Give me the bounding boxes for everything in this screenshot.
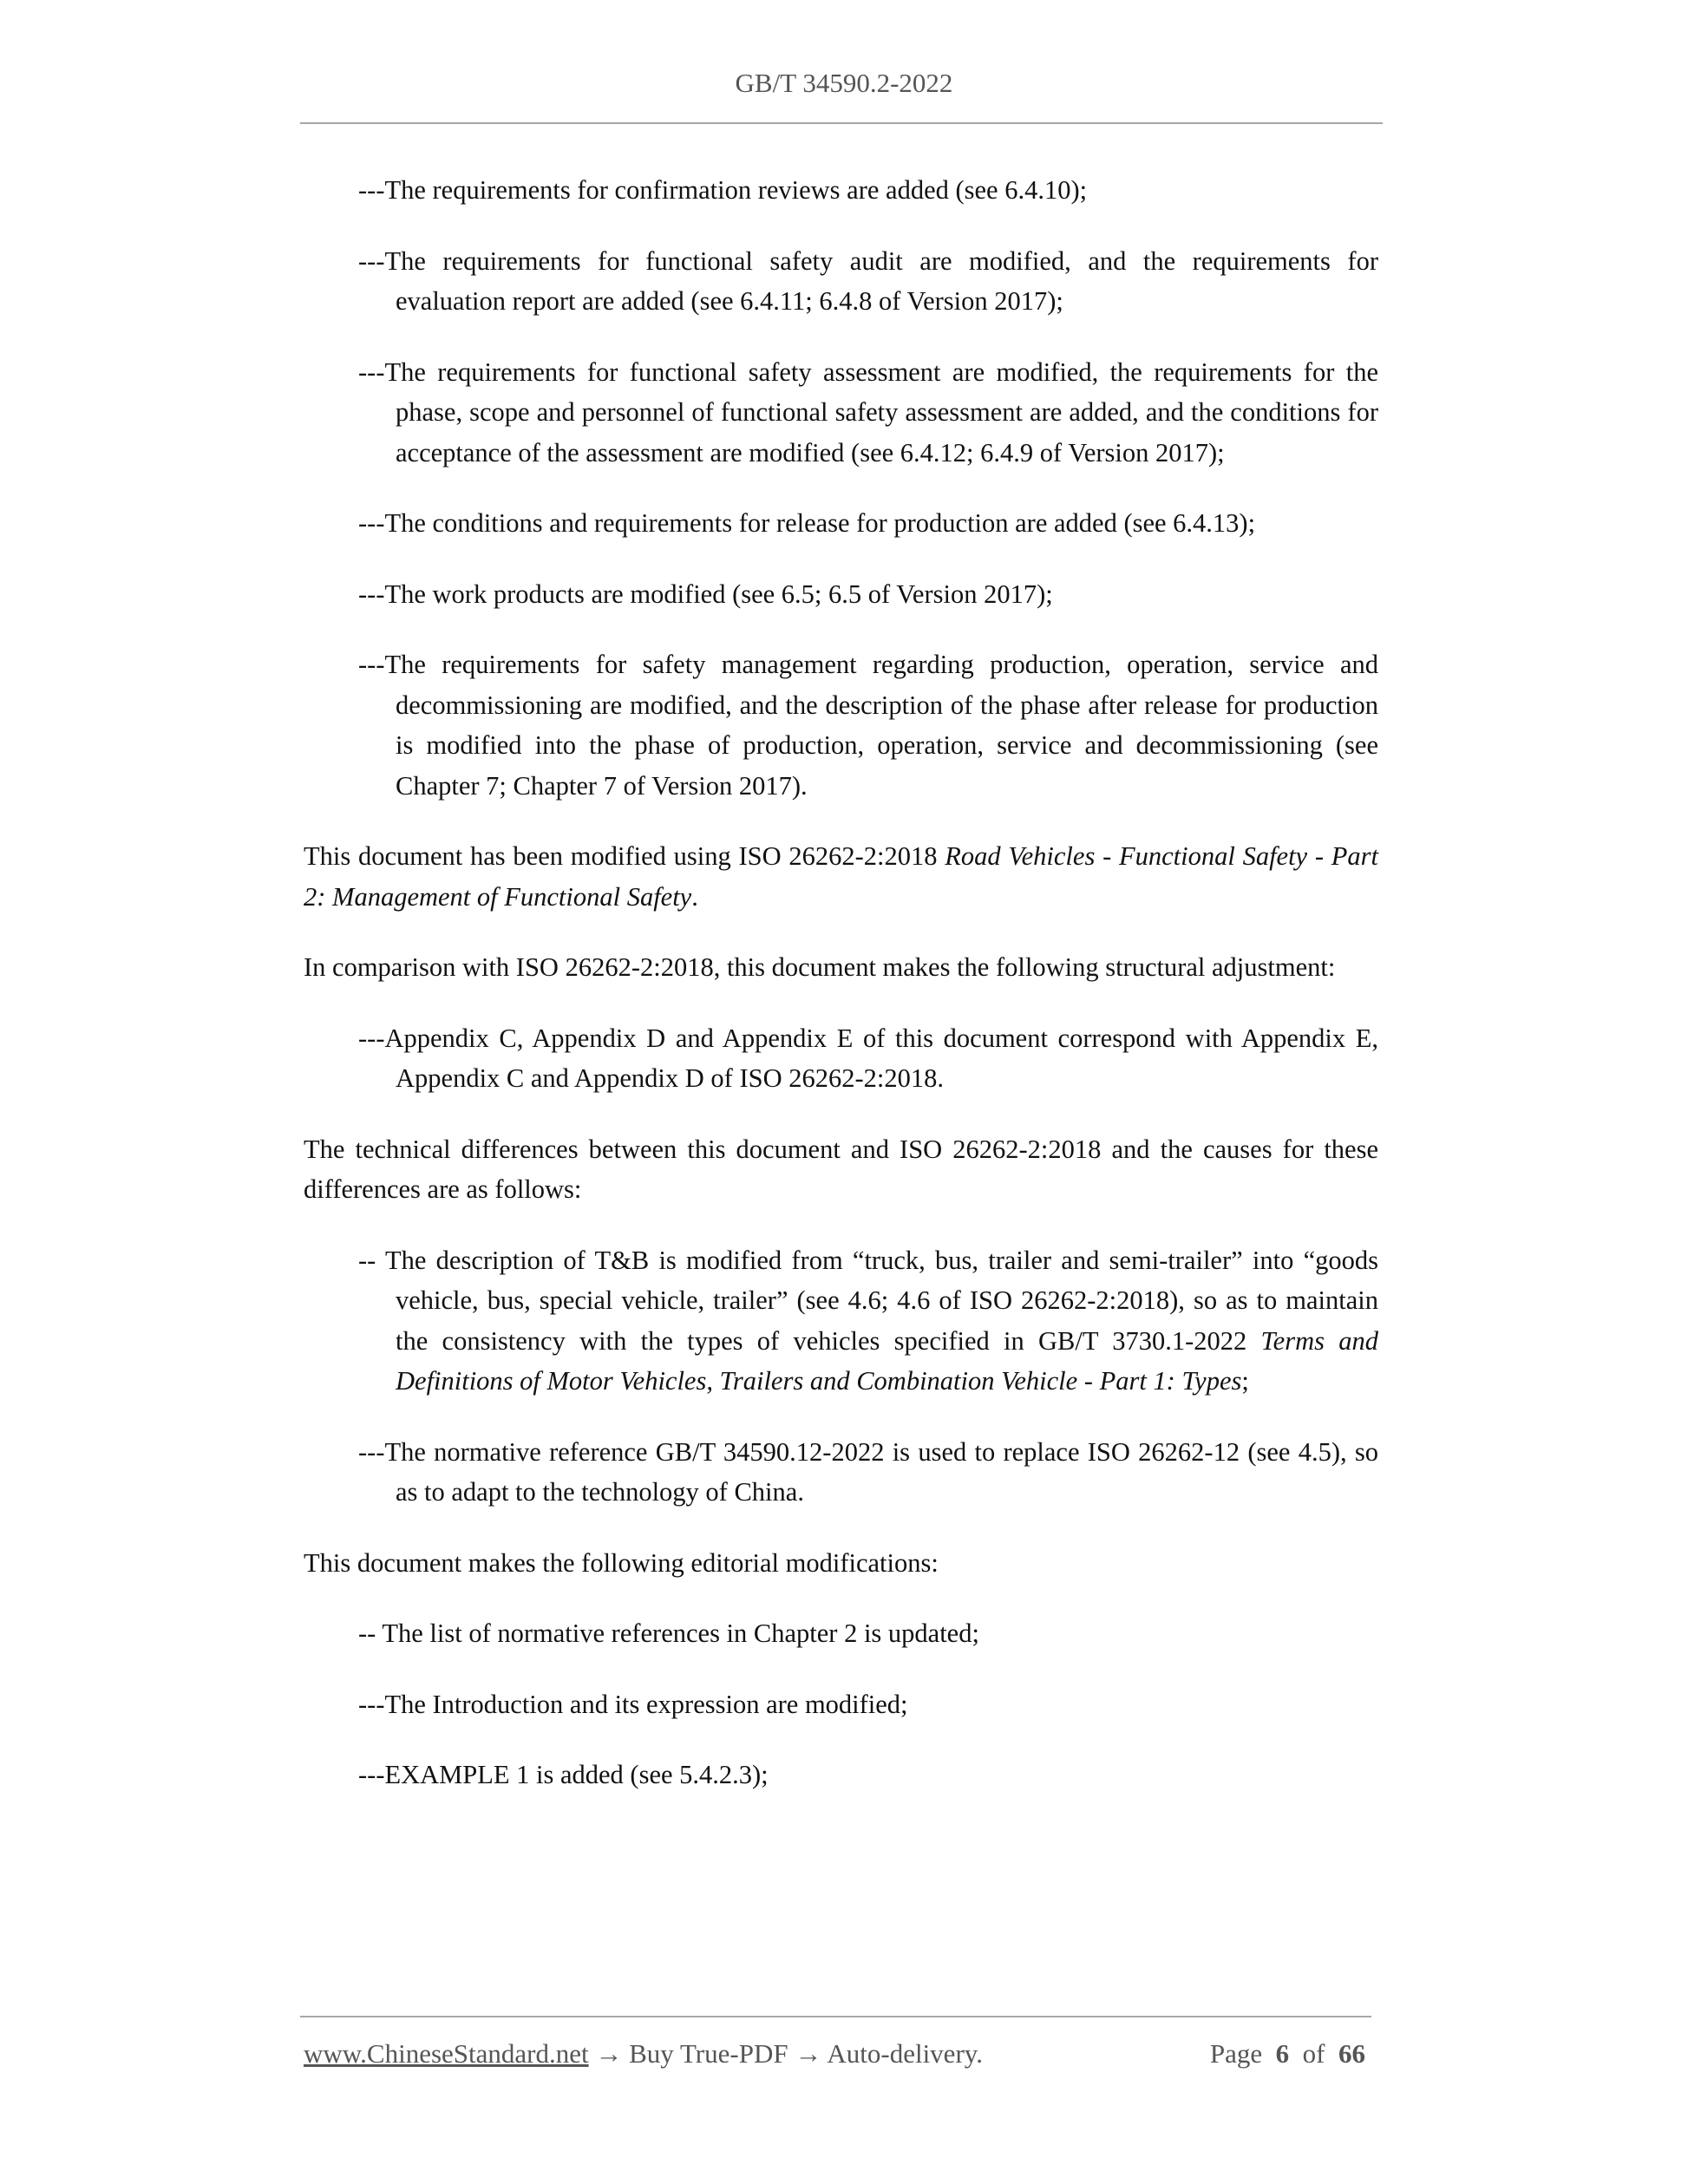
list-item: ---The Introduction and its expression are modified; bbox=[358, 1689, 908, 1719]
footer-promo bbox=[304, 2038, 983, 2070]
paragraph-technical: The technical differences between this document and ISO 26262-2:2018 and the causes for these differences are as follows: bbox=[304, 1134, 1378, 1204]
list-item: ---The requirements for functional safety audit are modified, and the requirements for evaluation report are added (see 6.4.11; 6.4.8 of Version 2017); bbox=[358, 245, 1378, 316]
list-item: ---The work products are modified (see 6.5; 6.5 of Version 2017); bbox=[358, 579, 1053, 609]
standard-title: Road Vehicles - Functional Safety - Part 2: Management of Functional Safety bbox=[304, 841, 1378, 912]
header-divider bbox=[300, 122, 1383, 124]
list-item: ---The normative reference GB/T 34590.12-2022 is used to replace ISO 26262-12 (see 4.5), so as to adapt to the technology of China. bbox=[358, 1436, 1378, 1507]
page-footer bbox=[304, 2038, 1365, 2070]
total-pages: 66 bbox=[1338, 2038, 1365, 2069]
page-label: Page bbox=[1209, 2038, 1263, 2069]
page-number bbox=[1210, 2038, 1365, 2070]
document-body bbox=[304, 170, 1378, 1795]
list-item: ---Appendix C, Appendix D and Appendix E of this document correspond with Appendix E, Appendix C and Appendix D of ISO 26262-2:2018. bbox=[358, 1023, 1378, 1093]
footer-divider bbox=[300, 2016, 1371, 2017]
paragraph-structural: In comparison with ISO 26262-2:2018, this document makes the following structural adjustment: bbox=[304, 952, 1336, 982]
list-item bbox=[304, 1240, 1378, 1402]
list-item: ---The conditions and requirements for release for production are added (see 6.4.13); bbox=[358, 508, 1256, 538]
list-item: -- The list of normative references in Chapter 2 is updated; bbox=[358, 1618, 979, 1648]
paragraph-editorial: This document makes the following editorial modifications: bbox=[304, 1547, 939, 1578]
list-item: ---The requirements for confirmation reviews are added (see 6.4.10); bbox=[358, 175, 1088, 205]
text: ; bbox=[1241, 1366, 1249, 1396]
current-page: 6 bbox=[1275, 2038, 1290, 2069]
list-item: ---The requirements for functional safety assessment are modified, the requirements for the phase, scope and personnel of functional safety assessment are added, and the conditions for acceptance of the assessment are modified (see 6.4.12; 6.4.9 of Version 2017); bbox=[358, 356, 1378, 468]
of-label: of bbox=[1302, 2038, 1325, 2069]
paragraph-modified-using bbox=[304, 836, 1378, 917]
document-header: GB/T 34590.2-2022 bbox=[735, 68, 953, 98]
standard-title: Terms and Definitions of Motor Vehicles, Trailers and Combination Vehicle - Part 1: Types bbox=[396, 1325, 1379, 1396]
list-item: ---The requirements for safety management regarding production, operation, service and decommissioning are modified, and the description of the phase after release for production is modified into the phase of production, operation, service and decommissioning (see Chapter 7; Chapter 7 of Version 2017). bbox=[358, 650, 1378, 801]
footer-promo-text: → Buy True-PDF → Auto-delivery. bbox=[588, 2038, 983, 2069]
text: This document has been modified using ISO 26262-2:2018 bbox=[304, 841, 945, 871]
text: -- The description of T&B is modified from “truck, bus, trailer and semi-trailer” into “goods vehicle, bus, special vehicle, trailer” (see 4.6; 4.6 of ISO 26262-2:2018), so as to maintain the consistency with the types of vehicles specified in GB/T 3730.1-2022 bbox=[358, 1245, 1378, 1356]
list-item: ---EXAMPLE 1 is added (see 5.4.2.3); bbox=[358, 1760, 769, 1789]
website-link[interactable]: www.ChineseStandard.net bbox=[304, 2038, 589, 2069]
text: . bbox=[691, 881, 698, 912]
